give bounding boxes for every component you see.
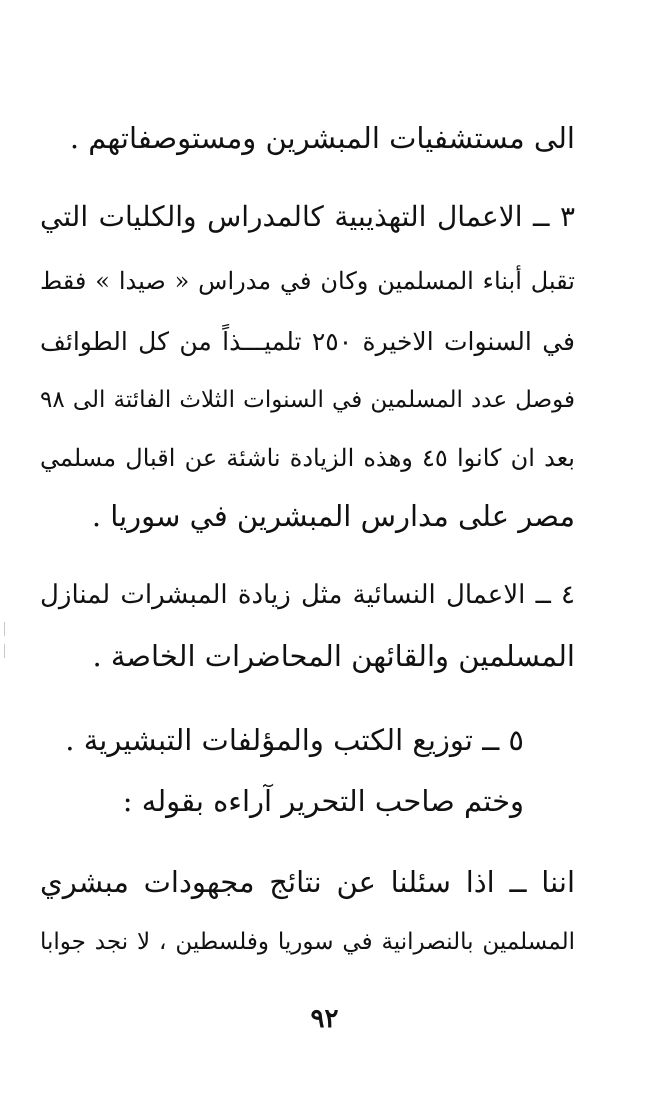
text-line: مصر على مدارس المبشرين في سوريا .: [91, 499, 575, 533]
text-line: ٤ ــ الاعمال النسائية مثل زيادة المبشرات لمنازل: [40, 580, 575, 610]
text-line: المسلمين والقائهن المحاضرات الخاصة .: [92, 639, 575, 673]
text-line: ٥ ــ توزيع الكتب والمؤلفات التبشيرية .: [65, 723, 524, 757]
text-line: اننا ــ اذا سئلنا عن نتائج مجهودات مبشري: [40, 865, 575, 899]
text-line: في السنوات الاخيرة ٢٥٠ تلميـــذاً من كل الطوائف: [40, 327, 576, 356]
scan-edge-mark: [4, 644, 9, 658]
text-line: بعد ان كانوا ٤٥ وهذه الزيادة ناشئة عن اقبال مسلمي: [40, 444, 575, 472]
text-line: تقبل أبناء المسلمين وكان في مدراس « صيدا » فقط: [40, 267, 575, 295]
text-line: فوصل عدد المسلمين في السنوات الثلاث الفائتة الى ٩٨: [40, 387, 575, 413]
text-line: المسلمين بالنصرانية في سوريا وفلسطين ، لا نجد جوابا: [40, 929, 575, 955]
text-line: ٣ ــ الاعمال التهذيبية كالمدراس والكليات التي: [40, 200, 575, 233]
text-line: الى مستشفيات المبشرين ومستوصفاتهم .: [69, 121, 575, 155]
page-number: ٩٢: [310, 1004, 339, 1034]
scan-edge-mark: [4, 622, 9, 636]
text-line: وختم صاحب التحرير آراءه بقوله :: [122, 784, 524, 818]
